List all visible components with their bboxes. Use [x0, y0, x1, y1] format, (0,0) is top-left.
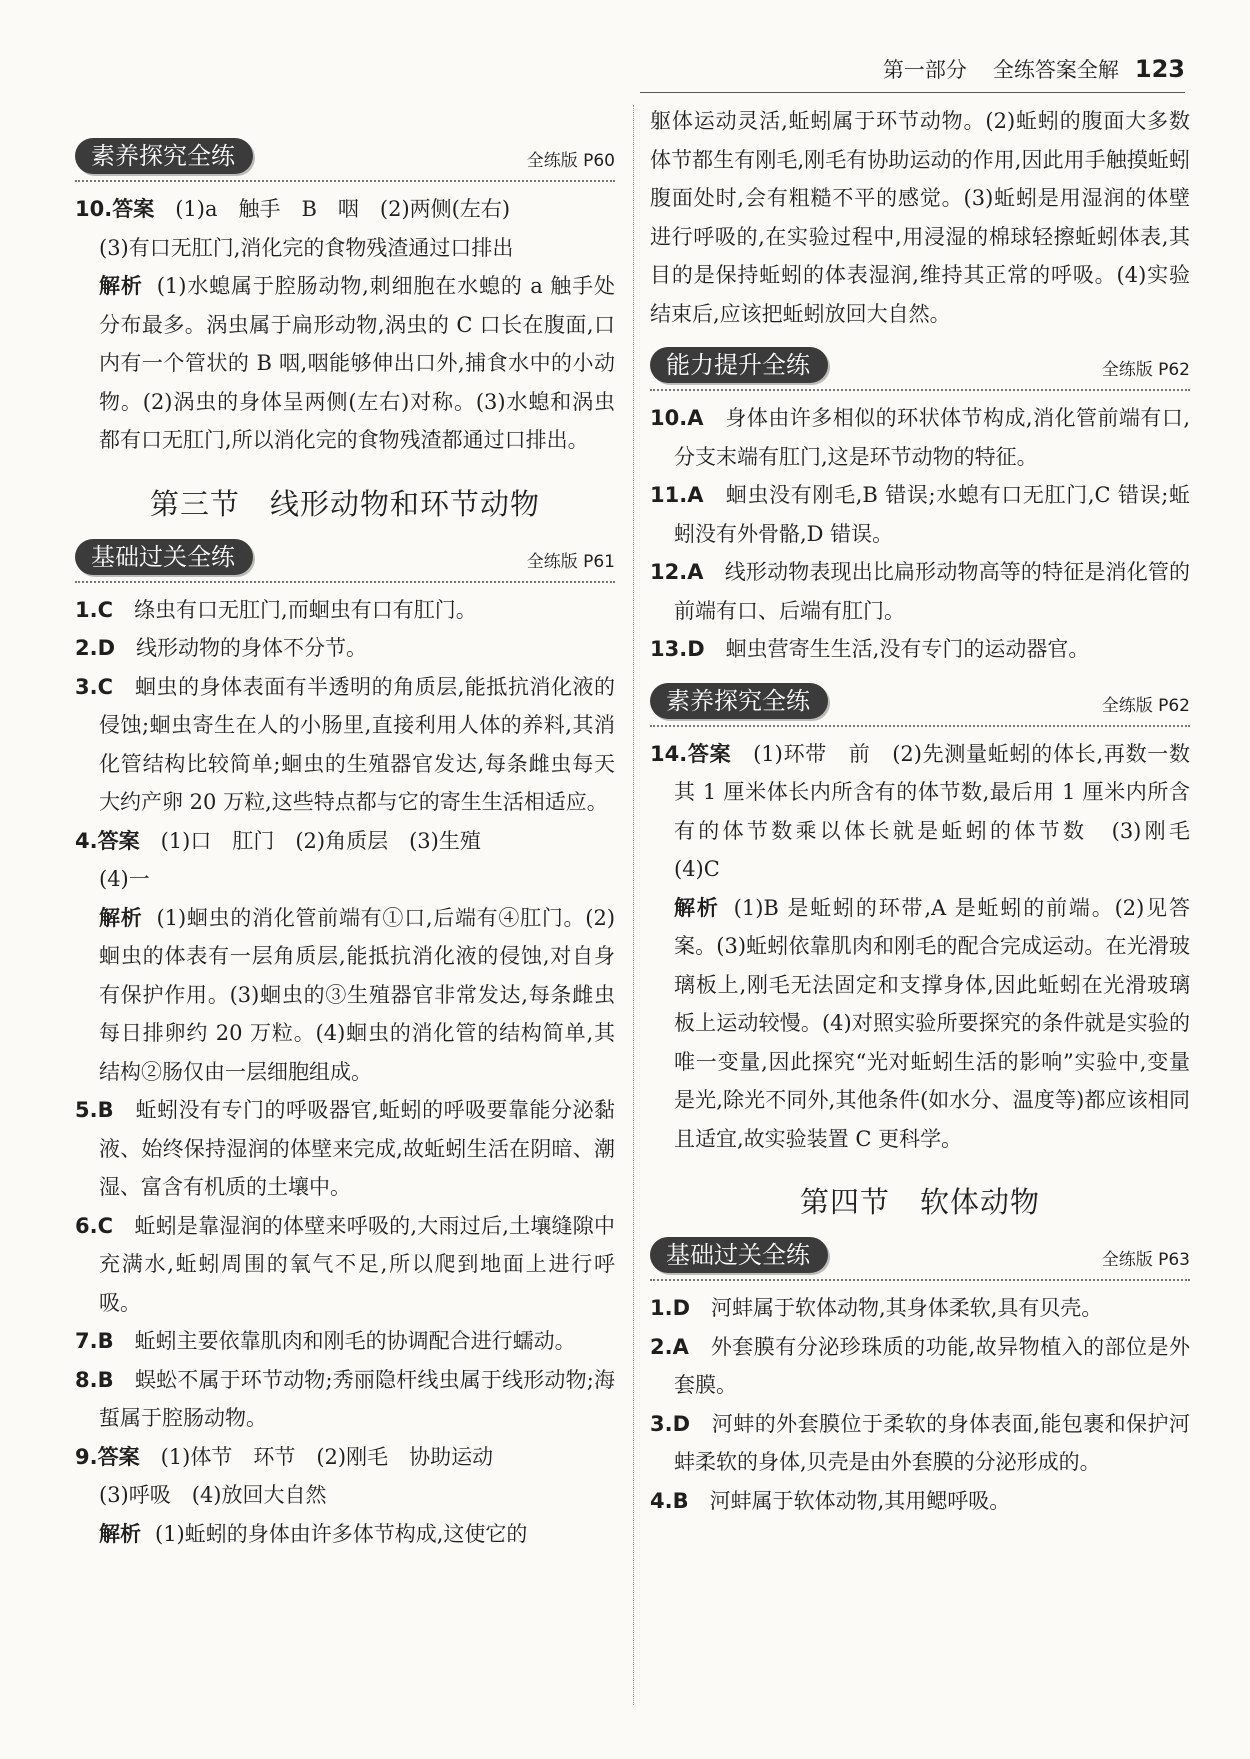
- section-header: [650, 1237, 1190, 1281]
- question-text: 蛔虫的身体表面有半透明的角质层,能抵抗消化液的侵蚀;蛔虫寄生在人的小肠里,直接利用人体的养料,其消化管结构比较简单;蛔虫的生殖器官发达,每条雌虫每天大约产卵 20 万粒,这些特点都与它的寄生生活相适应。: [99, 674, 615, 814]
- question-text: 蚯蚓没有专门的呼吸器官,蚯蚓的呼吸要靠能分泌黏液、始终保持湿润的体壁来完成,故蚯蚓生活在阴暗、潮湿、富含有机质的土壤中。: [99, 1098, 615, 1199]
- question-number: 3.D: [650, 1411, 691, 1436]
- section-header: [75, 138, 615, 182]
- answer-text: (1)体节 环节 (2)刚毛 协助运动: [160, 1444, 494, 1469]
- answer-text: (3)有口无肛门,消化完的食物残渣通过口排出: [99, 235, 514, 260]
- analysis-text: (1)蛔虫的消化管前端有①口,后端有④肛门。(2)蛔虫的体表有一层角质层,能抵抗消化液的侵蚀,对自身有保护作用。(3)蛔虫的③生殖器官非常发达,每条雌虫每日排卵约 20 万粒。(4)蛔虫的消化管的结构简单,其结构②肠仅由一层细胞组成。: [99, 905, 616, 1084]
- question-number: 14.答案: [650, 741, 732, 766]
- analysis-label: 解析: [99, 274, 143, 298]
- left-column: [75, 132, 615, 1553]
- question-item: [650, 476, 1190, 553]
- page-ref: 全练版 P62: [1101, 360, 1190, 380]
- question-number: 7.B: [75, 1329, 114, 1353]
- question-item: [75, 1361, 615, 1438]
- question-10: [75, 190, 615, 460]
- question-text: 外套膜有分泌珍珠质的功能,故异物植入的部位是外套膜。: [674, 1334, 1190, 1397]
- answer-text: (1)a 触手 B 咽 (2)两侧(左右): [175, 197, 511, 221]
- page-ref: 全练版 P60: [526, 151, 615, 171]
- question-number: 2.A: [650, 1334, 689, 1359]
- section-header: [650, 347, 1190, 391]
- question-text: 蜈蚣不属于环节动物;秀丽隐杆线虫属于线形动物;海蜇属于腔肠动物。: [99, 1367, 615, 1430]
- continued-analysis: 躯体运动灵活,蚯蚓属于环节动物。(2)蚯蚓的腹面大多数体节都生有刚毛,刚毛有协助运动的作用,因此用手触摸蚯蚓腹面处时,会有粗糙不平的感觉。(3)蚯蚓是用湿润的体壁进行呼吸的,在实验过程中,用浸湿的棉球轻擦蚯蚓体表,其目的是保持蚯蚓的体表湿润,维持其正常的呼吸。(4)实验结束后,应该把蚯蚓放回大自然。: [650, 109, 1190, 326]
- question-item: [650, 399, 1190, 476]
- question-number: 4.答案: [75, 828, 140, 853]
- question-number: 5.B: [75, 1098, 114, 1122]
- right-column: [650, 102, 1211, 1520]
- page-ref: 全练版 P63: [1101, 1250, 1190, 1270]
- question-text: 绦虫有口无肛门,而蛔虫有口有肛门。: [134, 597, 477, 622]
- section-badge: 能力提升全练: [650, 347, 828, 383]
- question-text: 蛔虫营寄生生活,没有专门的运动器官。: [725, 637, 1090, 661]
- answer-text: (1)口 肛门 (2)角质层 (3)生殖: [160, 828, 481, 853]
- question-text: 蚯蚓主要依靠肌肉和刚毛的协调配合进行蠕动。: [134, 1329, 576, 1353]
- question-text: 蚯蚓是靠湿润的体壁来呼吸的,大雨过后,土壤缝隙中充满水,蚯蚓周围的氧气不足,所以爬到地面上进行呼吸。: [99, 1213, 615, 1315]
- question-9: [75, 1438, 615, 1554]
- analysis-label: 解析: [99, 905, 143, 930]
- question-item: [650, 553, 1190, 630]
- answer-text: (4)一: [99, 867, 150, 891]
- question-text: 河蚌的外套膜位于柔软的身体表面,能包裹和保护河蚌柔软的身体,贝壳是由外套膜的分泌形成的。: [674, 1411, 1190, 1474]
- header-subtitle: 全练答案全解: [992, 58, 1119, 82]
- page-header: [640, 52, 1185, 86]
- column-divider: [633, 105, 634, 1705]
- question-item: [650, 1405, 1190, 1482]
- page-ref: 全练版 P61: [526, 551, 615, 572]
- question-text: 线形动物表现出比扁形动物高等的特征是消化管的前端有口、后端有肛门。: [674, 560, 1191, 623]
- question-number: 6.C: [75, 1213, 114, 1238]
- question-item: [75, 668, 615, 822]
- analysis-text: (1)蚯蚓的身体由许多体节构成,这使它的: [155, 1521, 528, 1546]
- question-item: [650, 630, 1190, 669]
- chapter-title: 第四节 软体动物: [799, 1185, 1040, 1219]
- section-header: [75, 539, 615, 583]
- question-item: [650, 1328, 1190, 1405]
- question-number: 10.A: [650, 406, 704, 430]
- analysis-text: (1)水螅属于腔肠动物,刺细胞在水螅的 a 触手处分布最多。涡虫属于扁形动物,涡虫的 C 口长在腹面,口内有一个管状的 B 咽,咽能够伸出口外,捕食水中的小动物。(2)涡虫的身体呈两侧(左右)对称。(3)水螅和涡虫都有口无肛门,所以消化完的食物残渣都通过口排出。: [99, 274, 615, 452]
- answer-text: (1)环带 前 (2)先测量蚯蚓的体长,再数一数其 1 厘米体长内所含有的体节数,最后用 1 厘米内所含有的体节数乘以体长就是蚯蚓的体节数 (3)刚毛 (4)C: [674, 741, 1211, 881]
- question-number: 3.C: [75, 674, 114, 699]
- question-number: 11.A: [650, 483, 704, 507]
- question-number: 2.D: [75, 636, 116, 660]
- question-14: [650, 735, 1211, 1159]
- question-text: 河蚌属于软体动物,其用鳃呼吸。: [709, 1488, 1011, 1513]
- question-item: [75, 629, 615, 668]
- question-number: 13.D: [650, 637, 705, 661]
- section-badge: 素养探究全练: [75, 138, 253, 174]
- section-badge: 基础过关全练: [75, 539, 253, 575]
- analysis-label: 解析: [99, 1521, 141, 1546]
- header-rule: [640, 92, 1185, 93]
- question-number: 10.答案: [75, 197, 155, 221]
- question-item: [75, 1207, 615, 1323]
- page-ref: 全练版 P62: [1101, 695, 1190, 716]
- question-item: [650, 1482, 1190, 1521]
- question-item: [75, 1322, 615, 1361]
- question-4: [75, 822, 615, 1092]
- question-text: 蛔虫没有刚毛,B 错误;水螅有口无肛门,C 错误;蚯蚓没有外骨骼,D 错误。: [674, 483, 1190, 546]
- question-number: 9.答案: [75, 1444, 140, 1469]
- question-text: 身体由许多相似的环状体节构成,消化管前端有口,分支末端有肛门,这是环节动物的特征。: [674, 406, 1190, 469]
- answer-text: (3)呼吸 (4)放回大自然: [99, 1483, 327, 1507]
- chapter-title: 第三节 线形动物和环节动物: [149, 486, 540, 521]
- analysis-text: (1)B 是蚯蚓的环带,A 是蚯蚓的前端。(2)见答案。(3)蚯蚓依靠肌肉和刚毛的配合完成运动。在光滑玻璃板上,刚毛无法固定和支撑身体,因此蚯蚓在光滑玻璃板上运动较慢。(4)对照实验所要探究的条件就是实验的唯一变量,因此探究“光对蚯蚓生活的影响”实验中,变量是光,除光不同外,其他条件(如水分、温度等)都应该相同且适宜,故实验装置 C 更科学。: [674, 895, 1190, 1151]
- section-header: [650, 683, 1190, 727]
- question-number: 8.B: [75, 1367, 114, 1392]
- question-number: 4.B: [650, 1488, 689, 1513]
- question-text: 线形动物的身体不分节。: [136, 636, 368, 660]
- question-number: 1.C: [75, 597, 114, 622]
- question-item: [650, 1289, 1190, 1328]
- question-item: [75, 591, 615, 630]
- question-text: 河蚌属于软体动物,其身体柔软,具有贝壳。: [711, 1296, 1103, 1320]
- question-number: 12.A: [650, 560, 704, 584]
- analysis-label: 解析: [674, 895, 720, 920]
- question-number: 1.D: [650, 1296, 691, 1320]
- header-part: 第一部分: [882, 58, 967, 82]
- section-badge: 素养探究全练: [650, 683, 828, 719]
- section-badge: 基础过关全练: [650, 1237, 828, 1273]
- question-item: [75, 1091, 615, 1207]
- page-number: 123: [1134, 55, 1185, 83]
